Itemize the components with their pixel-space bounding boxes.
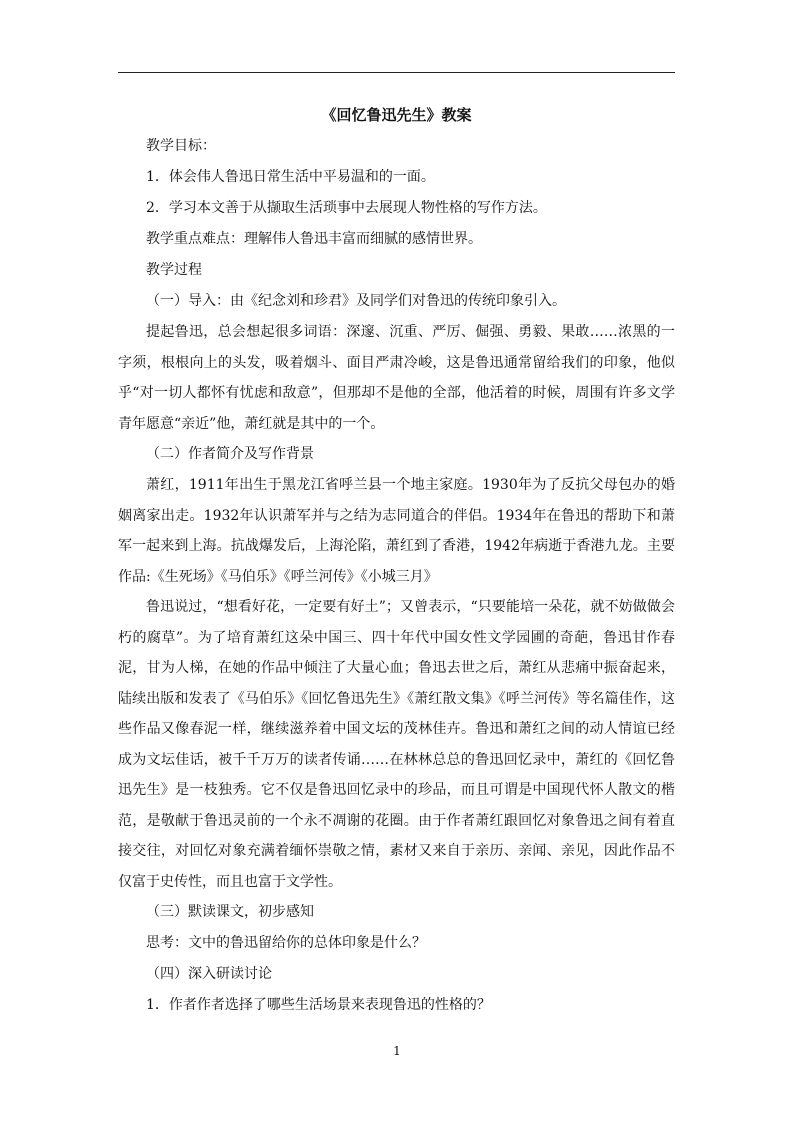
header-rule: [118, 72, 675, 73]
paragraph-goal-1: 1．体会伟人鲁迅日常生活中平易温和的一面。: [146, 169, 435, 185]
paragraph-section-2: （二）作者简介及写作背景: [146, 446, 314, 462]
paragraph-teaching-goals: 教学目标：: [146, 138, 216, 154]
paragraph-author-bio: 萧红，1911年出生于黑龙江省呼兰县一个地主家庭。1930年为了反抗父母包办的婚姻离家出走。1932年认识萧军并与之结为志同道合的伴侣。1934年在鲁迅的帮助下和萧军一起来到上海。抗战爆发后，上海沦陷，萧红到了香港，1942年病逝于香港九龙。主要作品:《生死场》《马伯乐》《呼兰河传》《小城三月》: [118, 477, 675, 585]
document-title: 《回忆鲁迅先生》教案: [321, 106, 472, 124]
paragraph-goal-2: 2．学习本文善于从撷取生活琐事中去展现人物性格的写作方法。: [146, 200, 547, 216]
paragraph-question: 思考：文中的鲁迅留给你的总体印象是什么？: [146, 935, 426, 951]
page-number: 1: [393, 1044, 401, 1058]
paragraph-intro: 提起鲁迅，总会想起很多词语：深邃、沉重、严厉、倔强、勇毅、果敢……浓黑的一字须，根根向上的头发，吸着烟斗、面目严肃冷峻，这是鲁迅通常留给我们的印象，他似乎“对一切人都怀有忧虑和敌意”，但那却不是他的全部，他活着的时候，周围有许多文学青年愿意“亲近”他，萧红就是其中的一个。: [118, 324, 675, 432]
paragraph-section-4: （四）深入研读讨论: [146, 966, 272, 982]
paragraph-section-1: （一）导入：由《纪念刘和珍君》及同学们对鲁迅的传统印象引入。: [146, 293, 566, 309]
document-body: [118, 100, 675, 1021]
paragraph-key-points: 教学重点难点：理解伟人鲁迅丰富而细腻的感情世界。: [146, 231, 482, 247]
paragraph-discussion-1: 1．作者作者选择了哪些生活场景来表现鲁迅的性格的？: [146, 997, 491, 1013]
paragraph-section-3: （三）默读课文，初步感知: [146, 904, 314, 920]
paragraph-teaching-process: 教学过程: [146, 262, 202, 278]
paragraph-background: 鲁迅说过，“想看好花，一定要有好土”；又曾表示，“只要能培一朵花，就不妨做做会朽的腐草”。为了培育萧红这朵中国三、四十年代中国女性文学园圃的奇葩，鲁迅甘作春泥，甘为人梯，在她的作品中倾注了大量心血；鲁迅去世之后，萧红从悲痛中振奋起来，陆续出版和发表了《马伯乐》《回忆鲁迅先生》《萧红散文集》《呼兰河传》等名篇佳作，这些作品又像春泥一样，继续滋养着中国文坛的茂林佳卉。鲁迅和萧红之间的动人情谊已经成为文坛佳话，被千千万万的读者传诵……在林林总总的鲁迅回忆录中，萧红的《回忆鲁迅先生》是一枝独秀。它不仅是鲁迅回忆录中的珍品，而且可谓是中国现代怀人散文的楷范，是敬献于鲁迅灵前的一个永不凋谢的花圈。由于作者萧红跟回忆对象鲁迅之间有着直接交往，对回忆对象充满着缅怀崇敬之情，素材又来自于亲历、亲闻、亲见，因此作品不仅富于史传性，而且也富于文学性。: [118, 599, 675, 890]
